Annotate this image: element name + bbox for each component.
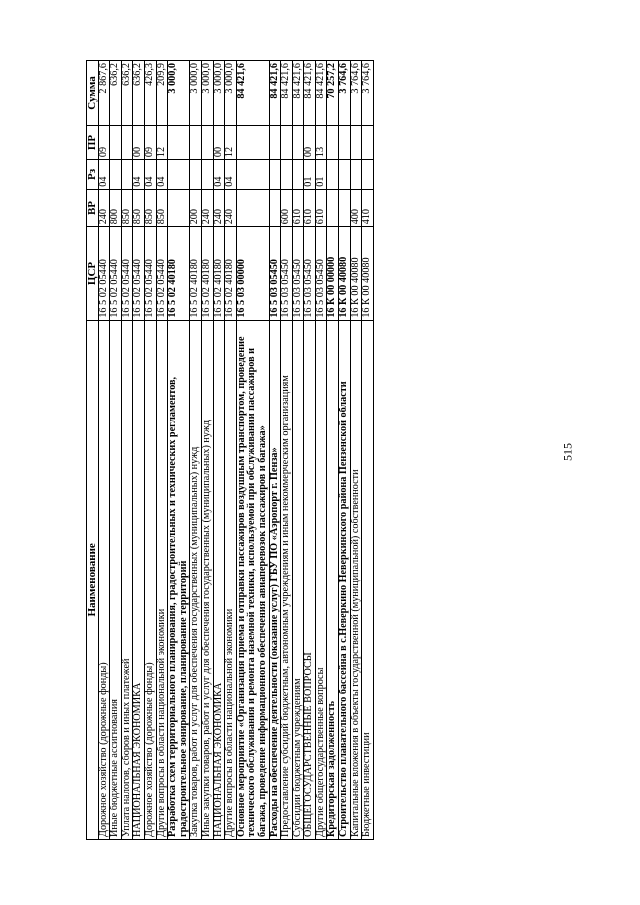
cell-vr: 410 <box>362 189 374 227</box>
cell-vr: 240 <box>213 189 225 227</box>
cell-csr: 16 5 02 05440 <box>144 227 156 320</box>
cell-vr <box>269 189 281 227</box>
cell-sum: 209,9 <box>156 61 168 126</box>
cell-vr: 240 <box>98 189 110 227</box>
cell-name: Кредиторская задолженность <box>327 320 339 839</box>
cell-sum: 84 421,6 <box>304 61 316 126</box>
table-row <box>225 61 237 840</box>
cell-rz: 01 <box>304 160 316 190</box>
cell-name: Дорожное хозяйство (дорожные фонды) <box>144 320 156 839</box>
cell-sum: 2 867,6 <box>98 61 110 126</box>
cell-pr <box>281 125 293 159</box>
cell-vr <box>236 189 269 227</box>
cell-sum: 3 764,6 <box>339 61 351 126</box>
cell-rz <box>168 160 190 190</box>
cell-vr: 400 <box>350 189 362 227</box>
cell-csr: 16 5 02 40180 <box>225 227 237 320</box>
cell-pr <box>168 125 190 159</box>
table-header-row <box>87 61 99 840</box>
cell-vr: 850 <box>121 189 133 227</box>
cell-csr: 16 5 02 40180 <box>213 227 225 320</box>
header-pr: ПР <box>87 125 99 159</box>
header-vr: ВР <box>87 189 99 227</box>
cell-rz: 04 <box>156 160 168 190</box>
rotated-table-wrapper <box>86 60 374 840</box>
table-row <box>156 61 168 840</box>
cell-vr <box>327 189 339 227</box>
cell-vr: 850 <box>144 189 156 227</box>
budget-table <box>86 60 374 840</box>
table-row <box>292 61 304 840</box>
cell-pr: 00 <box>213 125 225 159</box>
cell-csr: 16 5 02 05440 <box>156 227 168 320</box>
cell-vr: 850 <box>156 189 168 227</box>
cell-sum: 84 421,6 <box>292 61 304 126</box>
cell-rz <box>269 160 281 190</box>
table-row <box>315 61 327 840</box>
cell-pr: 09 <box>144 125 156 159</box>
cell-name: Другие вопросы в области национальной экономики <box>156 320 168 839</box>
cell-name: Расходы на обеспечение деятельности (оказание услуг) ГБУ ПО «Аэропорт г. Пенза» <box>269 320 281 839</box>
cell-sum: 3 000,0 <box>190 61 202 126</box>
cell-csr: 16 5 02 40180 <box>201 227 213 320</box>
cell-sum: 3 000,0 <box>201 61 213 126</box>
cell-csr: 16 5 03 05450 <box>315 227 327 320</box>
cell-rz: 04 <box>98 160 110 190</box>
cell-rz <box>110 160 122 190</box>
cell-sum: 84 421,6 <box>236 61 269 126</box>
cell-rz <box>190 160 202 190</box>
cell-sum: 84 421,6 <box>269 61 281 126</box>
cell-csr: 16 5 02 05440 <box>110 227 122 320</box>
cell-vr: 240 <box>225 189 237 227</box>
cell-sum: 3 764,6 <box>362 61 374 126</box>
cell-name: Иные бюджетные ассигнования <box>110 320 122 839</box>
cell-name: Строительство плавательного бассейна в с.Неверкино Неверкинского района Пензенской области <box>339 320 351 839</box>
cell-name: Иные закупки товаров, работ и услуг для обеспечения государственных (муниципальных) нужд <box>201 320 213 839</box>
cell-vr: 800 <box>110 189 122 227</box>
cell-name: Уплата налогов, сборов и иных платежей <box>121 320 133 839</box>
cell-csr: 16 5 03 05450 <box>269 227 281 320</box>
cell-rz: 04 <box>144 160 156 190</box>
table-row <box>190 61 202 840</box>
cell-rz <box>121 160 133 190</box>
cell-name: Закупка товаров, работ и услуг для обеспечения государственных (муниципальных) нужд <box>190 320 202 839</box>
cell-csr: 16 5 02 05440 <box>98 227 110 320</box>
table-row <box>339 61 351 840</box>
cell-sum: 636,2 <box>133 61 145 126</box>
cell-rz <box>201 160 213 190</box>
cell-rz: 04 <box>213 160 225 190</box>
cell-pr: 00 <box>304 125 316 159</box>
table-row <box>269 61 281 840</box>
table-row <box>201 61 213 840</box>
cell-pr <box>269 125 281 159</box>
cell-csr: 16 5 02 05440 <box>133 227 145 320</box>
table-row <box>304 61 316 840</box>
cell-rz <box>281 160 293 190</box>
cell-sum: 636,2 <box>121 61 133 126</box>
table-row <box>281 61 293 840</box>
cell-pr <box>236 125 269 159</box>
cell-rz: 01 <box>315 160 327 190</box>
cell-name: ОБЩЕГОСУДАРСТВЕННЫЕ ВОПРОСЫ <box>304 320 316 839</box>
cell-csr: 16 К 00 40080 <box>339 227 351 320</box>
cell-csr: 16 К 00 40080 <box>350 227 362 320</box>
cell-name: НАЦИОНАЛЬНАЯ ЭКОНОМИКА <box>133 320 145 839</box>
cell-name: Разработка схем территориального планирования, градостроительных и технических регламентов, градостроительное зонирование, планирование территорий <box>168 320 190 839</box>
cell-name: Другие общегосударственные вопросы <box>315 320 327 839</box>
page-number: 515 <box>560 443 575 461</box>
cell-pr <box>190 125 202 159</box>
cell-pr <box>121 125 133 159</box>
cell-name: Субсидии бюджетным учреждениям <box>292 320 304 839</box>
cell-pr <box>292 125 304 159</box>
cell-vr: 240 <box>201 189 213 227</box>
cell-pr: 12 <box>156 125 168 159</box>
cell-rz: 04 <box>133 160 145 190</box>
cell-rz <box>327 160 339 190</box>
cell-pr: 00 <box>133 125 145 159</box>
header-csr: ЦСР <box>87 227 99 320</box>
cell-vr: 850 <box>133 189 145 227</box>
cell-csr: 16 К 00 40080 <box>362 227 374 320</box>
cell-sum: 3 000,0 <box>168 61 190 126</box>
cell-vr: 200 <box>190 189 202 227</box>
table-row <box>98 61 110 840</box>
cell-sum: 3 764,6 <box>350 61 362 126</box>
cell-pr: 13 <box>315 125 327 159</box>
cell-csr: 16 5 03 05450 <box>281 227 293 320</box>
cell-vr: 610 <box>304 189 316 227</box>
table-row <box>168 61 190 840</box>
table-row <box>121 61 133 840</box>
cell-csr: 16 5 03 00000 <box>236 227 269 320</box>
table-row <box>350 61 362 840</box>
cell-rz <box>339 160 351 190</box>
cell-pr: 12 <box>225 125 237 159</box>
header-rz: Рз <box>87 160 99 190</box>
cell-sum: 3 000,0 <box>213 61 225 126</box>
cell-vr: 610 <box>315 189 327 227</box>
cell-name: Другие вопросы в области национальной экономики <box>225 320 237 839</box>
cell-rz <box>236 160 269 190</box>
cell-pr <box>201 125 213 159</box>
cell-pr: 09 <box>98 125 110 159</box>
cell-name: Основное мероприятие «Организация приема и отправки пассажиров воздушным транспортом, проведение технического обслуживания и ремонта наземной техники, используемой при обслуживании пассажиров и багажа, проведение информационного обеспечения авиаперевозок пассажиров и багажа» <box>236 320 269 839</box>
cell-csr: 16 5 02 05440 <box>121 227 133 320</box>
cell-pr <box>327 125 339 159</box>
cell-pr <box>110 125 122 159</box>
cell-csr: 16 К 00 00000 <box>327 227 339 320</box>
cell-csr: 16 5 03 05450 <box>292 227 304 320</box>
cell-name: Предоставление субсидий бюджетным, автономным учреждениям и иным некоммерческим организациям <box>281 320 293 839</box>
cell-pr <box>362 125 374 159</box>
cell-rz <box>362 160 374 190</box>
cell-sum: 636,2 <box>110 61 122 126</box>
table-row <box>144 61 156 840</box>
table-row <box>362 61 374 840</box>
cell-name: Капитальные вложения в объекты государственной (муниципальной) собственности <box>350 320 362 839</box>
table-row <box>133 61 145 840</box>
cell-vr: 600 <box>281 189 293 227</box>
cell-rz <box>350 160 362 190</box>
header-name: Наименование <box>87 320 99 839</box>
cell-vr <box>168 189 190 227</box>
cell-vr: 610 <box>292 189 304 227</box>
table-row <box>110 61 122 840</box>
cell-sum: 84 421,6 <box>315 61 327 126</box>
table-row <box>327 61 339 840</box>
table-row <box>236 61 269 840</box>
table-row <box>213 61 225 840</box>
cell-name: НАЦИОНАЛЬНАЯ ЭКОНОМИКА <box>213 320 225 839</box>
cell-sum: 3 000,0 <box>225 61 237 126</box>
cell-rz: 04 <box>225 160 237 190</box>
cell-csr: 16 5 03 05450 <box>304 227 316 320</box>
header-sum: Сумма <box>87 61 99 126</box>
cell-pr <box>339 125 351 159</box>
cell-csr: 16 5 02 40180 <box>168 227 190 320</box>
cell-sum: 70 257,2 <box>327 61 339 126</box>
table-body <box>98 61 373 840</box>
cell-sum: 84 421,6 <box>281 61 293 126</box>
cell-rz <box>292 160 304 190</box>
cell-sum: 426,3 <box>144 61 156 126</box>
cell-vr <box>339 189 351 227</box>
cell-name: Дорожное хозяйство (дорожные фонды) <box>98 320 110 839</box>
cell-name: Бюджетные инвестиции <box>362 320 374 839</box>
cell-csr: 16 5 02 40180 <box>190 227 202 320</box>
cell-pr <box>350 125 362 159</box>
